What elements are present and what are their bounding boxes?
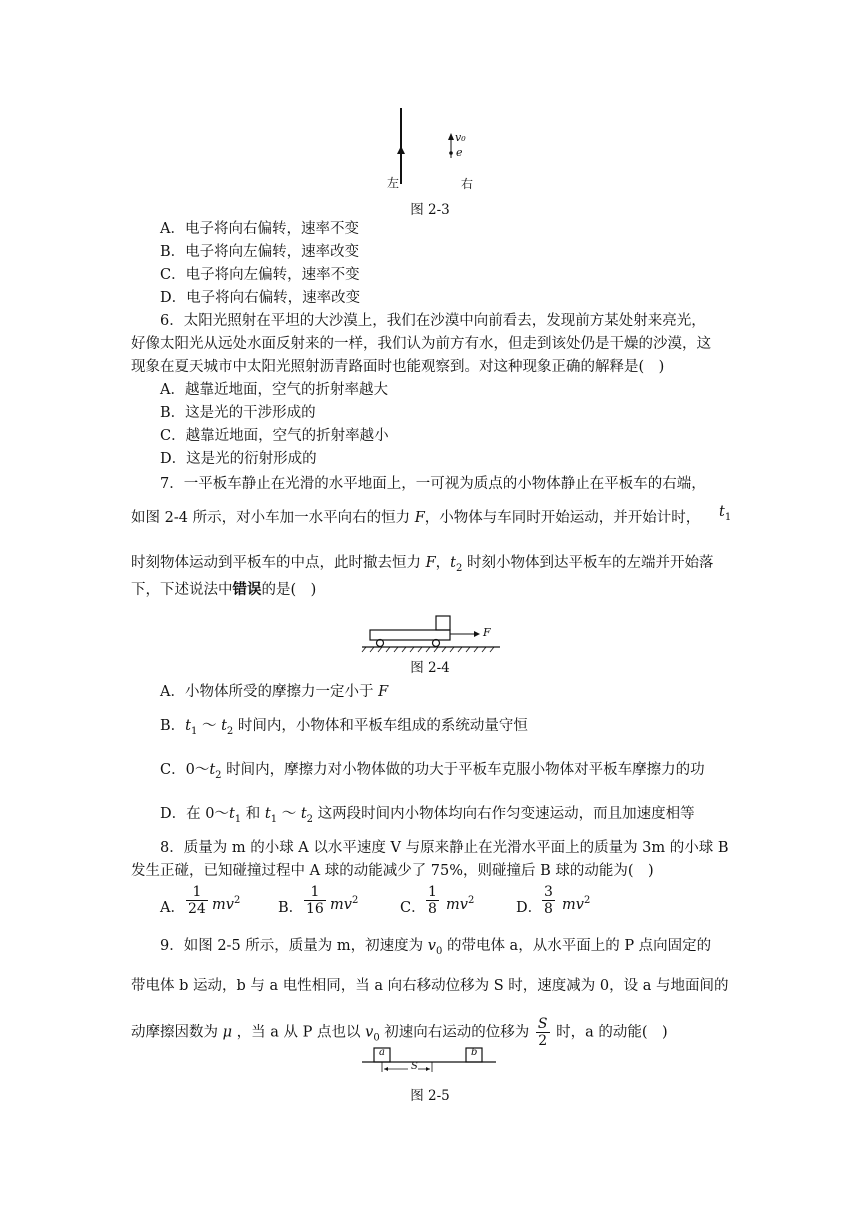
- q7-option-d: D．在 $0\sim t_1$ 和 $t_1$ ～ $t_2$ 这两段时间内小物体均向右作匀变速运动，而且加速度相等: [160, 806, 695, 825]
- fig24-caption: 图 2-4: [410, 660, 450, 676]
- q7-stem-2: 如图 2-4 所示，对小车加一水平向右的恒力 F，小物体与车同时开始运动，并开始计时， $t_1$: [131, 504, 732, 526]
- fig25-label-a: a: [379, 1047, 385, 1058]
- fig23-label-v0: v₀: [455, 131, 466, 144]
- q7-stem-3: 时刻物体运动到平板车的中点，此时撤去恒力 F，$t_2$ 时刻小物体到达平板车的左端并开始落: [131, 555, 714, 574]
- q6-stem-3: 现象在夏天城市中太阳光照射沥青路面时也能观察到。对这种现象正确的解释是( ): [131, 359, 665, 375]
- q5-option-a: A．电子将向右偏转，速率不变: [160, 221, 359, 237]
- figure-2-3: [385, 106, 505, 196]
- q7-option-a: A．小物体所受的摩擦力一定小于 F: [160, 684, 389, 700]
- fig25-caption: 图 2-5: [410, 1088, 450, 1104]
- fig23-caption: 图 2-3: [410, 202, 450, 218]
- q8-stem-2: 发生正碰，已知碰撞过程中 A 球的动能减少了 75%，则碰撞后 B 球的动能为( ): [131, 863, 654, 879]
- q6-stem-1: 6．太阳光照射在平坦的大沙漠上，我们在沙漠中向前看去，发现前方某处射来亮光，: [160, 313, 706, 329]
- q6-stem-2: 好像太阳光从远处水面反射来的一样，我们认为前方有水，但走到该处仍是干燥的沙漠，这: [131, 336, 711, 352]
- q7-option-c: C．$0\sim t_2$ 时间内，摩擦力对小物体做的功大于平板车克服小物体对平板车摩擦力的功: [160, 762, 705, 781]
- q6-option-b: B．这是光的干涉形成的: [160, 405, 316, 421]
- q5-option-c: C．电子将向左偏转，速率不变: [160, 267, 360, 283]
- q9-stem-1: 9．如图 2-5 所示，质量为 m，初速度为 $v_0$ 的带电体 a，从水平面上的 P 点向固定的: [160, 938, 712, 957]
- fig23-label-e: e: [456, 146, 463, 159]
- fig23-label-right: 右: [461, 177, 474, 191]
- fig24-label-f: F: [483, 626, 491, 639]
- q7-stem-1: 7．一平板车静止在光滑的水平地面上，一可视为质点的小物体静止在平板车的右端，: [160, 476, 706, 492]
- fig25-label-b: b: [471, 1047, 478, 1058]
- q7-option-b: B．$t_1$ ～ $t_2$ 时间内，小物体和平板车组成的系统动量守恒: [160, 718, 528, 737]
- q6-option-d: D．这是光的衍射形成的: [160, 451, 317, 467]
- figure-2-4: [362, 610, 502, 660]
- q9-stem-3: 动摩擦因数为 μ ，当 a 从 P 点也以 $v_0$ 初速向右运动的位移为 $\frac{S}{2}$ 时，a 的动能( ): [131, 1016, 668, 1049]
- fig25-label-s: S: [411, 1061, 418, 1072]
- q6-option-c: C．越靠近地面，空气的折射率越小: [160, 428, 389, 444]
- q8-stem-1: 8．质量为 m 的小球 A 以水平速度 V 与原来静止在光滑水平面上的质量为 3m 的小球 B: [160, 840, 729, 856]
- q5-option-b: B．电子将向左偏转，速率改变: [160, 244, 360, 260]
- q7-stem-4: 下，下述说法中错误的是( ): [131, 581, 317, 598]
- q6-option-a: A．越靠近地面，空气的折射率越大: [160, 382, 388, 398]
- fig23-label-left: 左: [387, 176, 400, 190]
- q9-stem-2: 带电体 b 运动，b 与 a 电性相同，当 a 向右移动位移为 S 时，速度减为 0，设 a 与地面间的: [131, 978, 729, 994]
- q5-option-d: D．电子将向右偏转，速率改变: [160, 290, 361, 306]
